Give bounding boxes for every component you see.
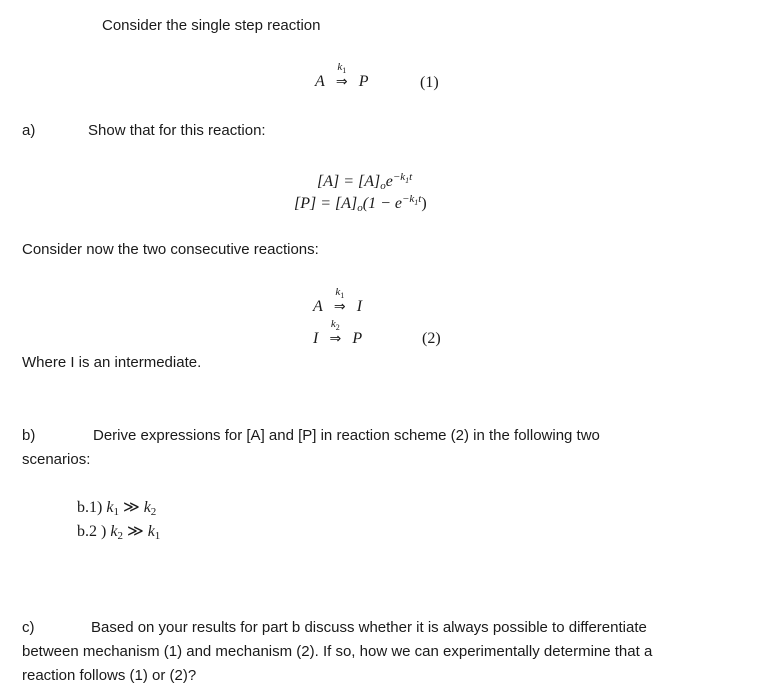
b1-a-sub: 1 (113, 506, 119, 518)
eq2-close: ) (421, 195, 427, 212)
part-a-equation-2 (294, 193, 427, 214)
b1-b-sub: 2 (150, 506, 157, 518)
eq1-exponent: −k1t (392, 171, 413, 186)
reaction-2-label: (2) (422, 330, 441, 347)
b2-a-sub: 2 (117, 530, 123, 542)
reaction-1-product: P (358, 73, 369, 90)
double-right-arrow-icon: ⇒ (329, 331, 342, 347)
eq1-exp-base: e (385, 173, 393, 190)
part-b-text: Derive expressions for [A] and [P] in reaction scheme (2) in the following two (93, 427, 600, 444)
reaction-1-label: (1) (420, 74, 439, 91)
reaction-2-line-1-rate-label: $k_1$ (335, 286, 345, 301)
part-c-text-3: reaction follows (1) or (2)? (22, 667, 197, 684)
part-a-text: Show that for this reaction: (88, 122, 266, 139)
b2-prefix: b.2 ) (77, 523, 111, 540)
reaction-2-line-2-rate-label: $k_2$ (330, 318, 340, 333)
reaction-2-line-1-reactant: A (313, 298, 323, 315)
b2-op: ≫ (122, 523, 148, 540)
part-c-text: Based on your results for part b discuss whether it is always possible to differentiate (91, 619, 647, 636)
b2-b-sub: 1 (154, 530, 161, 542)
part-b-text-2: scenarios: (22, 451, 91, 468)
b2-b: k (147, 523, 155, 540)
b1-prefix: b.1) (77, 499, 107, 516)
where-text: Where I is an intermediate. (22, 354, 202, 371)
b1-b: k (143, 499, 151, 516)
double-right-arrow-icon: ⇒ (335, 74, 348, 90)
eq1-lhs: [A] = [A] (317, 173, 381, 190)
reaction-1-reactant: A (315, 73, 325, 90)
double-right-arrow-icon: ⇒ (333, 299, 346, 315)
reaction-2-line-2-arrow (326, 318, 344, 347)
reaction-2-line-2 (313, 318, 363, 347)
reaction-1-rate-label: $k_1$ (337, 61, 347, 76)
reaction-2-line-2-product: P (352, 330, 363, 347)
reaction-2-line-1-arrow (331, 286, 349, 315)
b1-op: ≫ (118, 499, 144, 516)
scenario-b1 (77, 500, 156, 516)
part-b-letter: b) (22, 427, 36, 444)
part-c-letter: c) (22, 619, 35, 636)
scenario-b2 (77, 524, 160, 540)
reaction-1-arrow (333, 61, 351, 90)
reaction-2-line-2-reactant: I (313, 330, 319, 347)
eq2-mid: (1 − e (362, 195, 402, 212)
eq2-exponent: −k1t (401, 193, 422, 208)
eq2-sub: o (357, 202, 363, 214)
reaction-2-line-1-product: I (356, 298, 363, 315)
b2-a: k (110, 523, 118, 540)
b1-a: k (106, 499, 114, 516)
part-c-text-2: between mechanism (1) and mechanism (2). If so, how we can experimentally determine that a (22, 643, 653, 660)
reaction-1-equation (315, 61, 369, 90)
reaction-2-line-1 (313, 286, 363, 315)
eq1-sub: o (380, 180, 386, 192)
part-a-equation-1 (317, 171, 413, 192)
part-a-letter: a) (22, 122, 36, 139)
eq2-lhs: [P] = [A] (294, 195, 358, 212)
intro-text: Consider the single step reaction (102, 17, 321, 34)
consider-text: Consider now the two consecutive reactions: (22, 241, 319, 258)
